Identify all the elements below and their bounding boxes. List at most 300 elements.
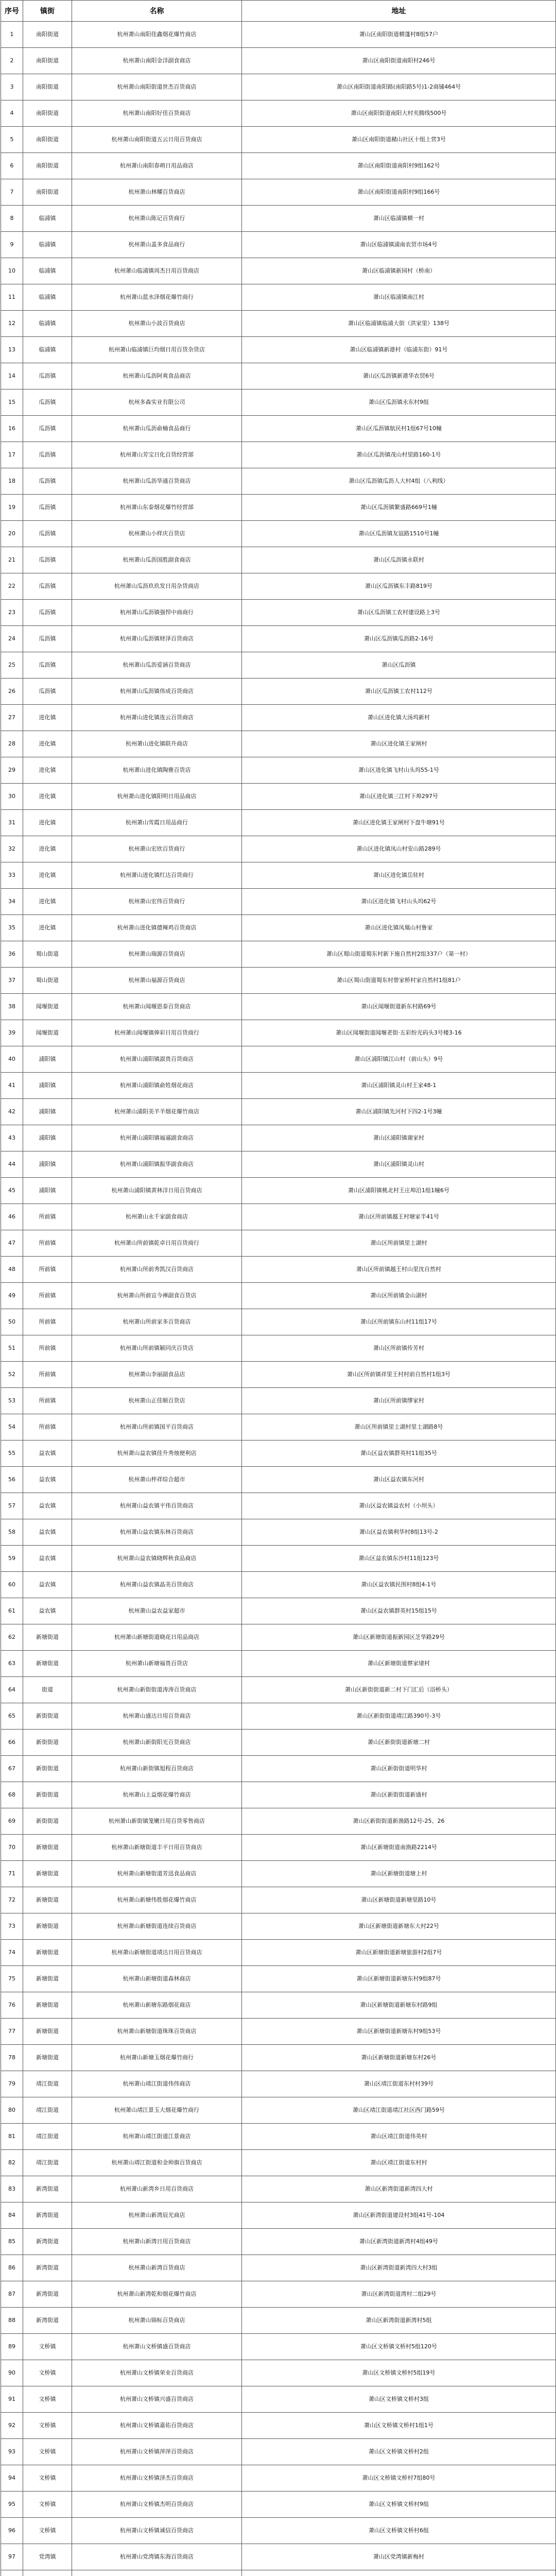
table-row (1, 2097, 556, 2124)
cell-name: 杭州萧山文桥镇嘉佑百货商店 (72, 2413, 242, 2439)
cell-name: 杭州萧山新塘街道连续百货商店 (72, 1913, 242, 1940)
cell-index: 25 (1, 652, 23, 679)
cell-index: 90 (1, 2360, 23, 2386)
cell-address: 萧山区新街街道靖江路390号-3号 (242, 1703, 556, 1730)
table-row (1, 206, 556, 232)
cell-town: 所前镇 (23, 1257, 72, 1283)
cell-town: 靖江街道 (23, 2150, 72, 2176)
cell-town: 新塘街道 (23, 1861, 72, 1887)
cell-address: 萧山区南阳街道南阳大村夹腾线500号 (242, 100, 556, 127)
cell-name: 杭州萧山上益烟花爆竹商店 (72, 1782, 242, 1808)
cell-address: 萧山区益农镇民围村8组4-1号 (242, 1572, 556, 1598)
cell-address: 萧山区临浦镇临浦大街（洪家里）138号 (242, 311, 556, 337)
cell-index: 96 (1, 2518, 23, 2544)
cell-name: 杭州萧山陈记百货商行 (72, 206, 242, 232)
cell-index: 54 (1, 1414, 23, 1440)
cell-address: 萧山区文桥镇文桥村5组19号 (242, 2360, 556, 2386)
cell-name: 杭州萧山新塘福贵百货店 (72, 1651, 242, 1677)
cell-name: 杭州萧山益农镇晓辉秋食品商店 (72, 1546, 242, 1572)
cell-name: 杭州萧山靖江街道江景商店 (72, 2124, 242, 2150)
cell-name: 杭州萧山南阳街道世杰百货商店 (72, 74, 242, 100)
cell-index: 60 (1, 1572, 23, 1598)
cell-town: 浦阳镇 (23, 1151, 72, 1178)
cell-address: 萧山区进化镇飞村山头坞62号 (242, 889, 556, 915)
cell-index: 26 (1, 679, 23, 705)
table-row (1, 1808, 556, 1835)
cell-address: 萧山区进化镇大汤坞新村 (242, 705, 556, 731)
cell-address: 萧山区新塘街道新塘东村9组53号 (242, 2019, 556, 2045)
header-row (1, 1, 556, 22)
table-row (1, 2570, 556, 2576)
cell-address: 萧山区瓜沥镇新港华农贸6号 (242, 363, 556, 389)
cell-town: 新湾街道 (23, 2229, 72, 2255)
table-row (1, 2176, 556, 2202)
cell-town: 新塘街道 (23, 1940, 72, 1966)
table-row (1, 363, 556, 389)
table-row (1, 1283, 556, 1309)
cell-town: 新湾街道 (23, 2308, 72, 2334)
cell-address: 萧山区新塘街道新塘东村路9组 (242, 1992, 556, 2019)
cell-address: 萧山区临浦镇新港村（临浦东街）91号 (242, 337, 556, 363)
cell-name: 杭州萧山瓜沥俞楠食品商行 (72, 416, 242, 442)
cell-name: 杭州萧山浦阳镇淑贵百货商店 (72, 1046, 242, 1073)
cell-name: 杭州萧山进化镇阳明日用品商店 (72, 784, 242, 810)
cell-address: 萧山区瓜沥镇瓜沥人大村4组（八利线） (242, 468, 556, 495)
cell-index: 73 (1, 1913, 23, 1940)
cell-town: 文桥镇 (23, 2334, 72, 2360)
table-row (1, 994, 556, 1020)
cell-index: 30 (1, 784, 23, 810)
cell-name: 杭州萧山南阳金洋副食商店 (72, 48, 242, 74)
cell-name: 杭州萧山瓜沥爱涵百货商店 (72, 652, 242, 679)
cell-index: 43 (1, 1125, 23, 1151)
table-row (1, 810, 556, 836)
cell-name: 杭州萧山新街镇笼嫩日用百货零售商店 (72, 1808, 242, 1835)
cell-index: 10 (1, 258, 23, 284)
cell-address: 萧山区瓜沥镇 (242, 652, 556, 679)
cell-index: 27 (1, 705, 23, 731)
cell-name: 杭州萧山南阳街道五云日用百货商店 (72, 127, 242, 153)
cell-index: 28 (1, 731, 23, 757)
cell-name: 杭州萧山新塘东路烟花商店 (72, 1992, 242, 2019)
cell-index (1, 2570, 23, 2576)
cell-town: 所前镇 (23, 1335, 72, 1362)
cell-index: 18 (1, 468, 23, 495)
cell-address: 萧山区所前镇里士湖村里士湖路8号 (242, 1414, 556, 1440)
cell-address: 萧山区新塘街道新塘东大村22号 (242, 1913, 556, 1940)
cell-address: 萧山区新湾街道新湾四大村3组 (242, 2255, 556, 2281)
cell-name: 杭州萧山新街阳光百货商店 (72, 1730, 242, 1756)
cell-index: 20 (1, 521, 23, 547)
cell-town: 新湾街道 (23, 2255, 72, 2281)
cell-index: 15 (1, 389, 23, 416)
cell-index: 12 (1, 311, 23, 337)
cell-address: 萧山区进化镇岳驻村 (242, 862, 556, 889)
cell-name: 杭州萧山益农镇平伟百货商店 (72, 1493, 242, 1519)
cell-town: 瓜沥镇 (23, 389, 72, 416)
cell-name: 杭州萧山小样庆百货店 (72, 521, 242, 547)
cell-name: 杭州萧山临浦镇巨均烟日用百货杂货店 (72, 337, 242, 363)
cell-town: 所前镇 (23, 1309, 72, 1335)
table-row (1, 389, 556, 416)
table-row (1, 1677, 556, 1703)
cell-town: 浦阳镇 (23, 1178, 72, 1204)
cell-address: 萧山区瓜沥镇工农村112号 (242, 679, 556, 705)
cell-address: 萧山区南阳街道赭山社区十组上营3号 (242, 127, 556, 153)
cell-name: 杭州萧山福源百货商店 (72, 968, 242, 994)
cell-town: 瓜沥镇 (23, 416, 72, 442)
cell-town: 新街街道 (23, 1808, 72, 1835)
cell-index: 68 (1, 1782, 23, 1808)
cell-town: 临浦镇 (23, 284, 72, 311)
cell-address: 萧山区瓜沥镇东丰路819号 (242, 573, 556, 600)
table-row (1, 284, 556, 311)
cell-town: 益农镇 (23, 1440, 72, 1467)
cell-town: 临浦镇 (23, 258, 72, 284)
table-row (1, 1703, 556, 1730)
cell-address: 萧山区新湾街道新湾村5组 (242, 2308, 556, 2334)
cell-index: 31 (1, 810, 23, 836)
cell-address: 萧山区新塘街道塘上村 (242, 1861, 556, 1887)
cell-index: 1 (1, 22, 23, 48)
cell-town: 瓜沥镇 (23, 626, 72, 652)
table-row (1, 2229, 556, 2255)
cell-index: 40 (1, 1046, 23, 1073)
cell-town: 瓜沥镇 (23, 442, 72, 468)
cell-index: 16 (1, 416, 23, 442)
cell-index: 85 (1, 2229, 23, 2255)
table-row (1, 2439, 556, 2465)
table-row (1, 2281, 556, 2308)
cell-town: 新塘街道 (23, 1992, 72, 2019)
table-row (1, 258, 556, 284)
cell-address: 萧山区所前镇缪家村 (242, 1388, 556, 1414)
cell-town: 党湾镇 (23, 2544, 72, 2570)
cell-town: 所前镇 (23, 1414, 72, 1440)
table-row (1, 2045, 556, 2071)
cell-town: 新塘街道 (23, 2045, 72, 2071)
cell-name: 杭州萧山党湾镇东海百货商店 (72, 2544, 242, 2570)
cell-index: 69 (1, 1808, 23, 1835)
cell-town: 靖江街道 (23, 2097, 72, 2124)
table-row (1, 889, 556, 915)
table-row (1, 1335, 556, 1362)
table-row (1, 652, 556, 679)
cell-town: 新湾街道 (23, 2176, 72, 2202)
cell-name: 杭州萧山瓜沥阿爽食品商店 (72, 363, 242, 389)
cell-index: 6 (1, 153, 23, 179)
cell-address: 萧山区文桥镇文桥村7组80号 (242, 2465, 556, 2492)
cell-name: 杭州萧山东泰烟花爆竹经营部 (72, 495, 242, 521)
cell-town: 文桥镇 (23, 2386, 72, 2413)
cell-index: 49 (1, 1283, 23, 1309)
cell-address: 萧山区新街街道新塘二村 (242, 1730, 556, 1756)
cell-address: 萧山区所前镇祥里王村村前自然村1组3号 (242, 1362, 556, 1388)
cell-index: 35 (1, 915, 23, 941)
table-row (1, 2334, 556, 2360)
cell-name: 杭州萧山南阳春萌日用品商店 (72, 153, 242, 179)
cell-index: 44 (1, 1151, 23, 1178)
cell-address: 萧山区浦阳镇先河村下四2-1号3幢 (242, 1099, 556, 1125)
cell-name: 杭州萧山南阳好佳百货商店 (72, 100, 242, 127)
header-index: 序号 (1, 1, 23, 22)
table-row (1, 1230, 556, 1257)
cell-name: 杭州萧山文桥镇荣业百货商店 (72, 2360, 242, 2386)
cell-address: 萧山区新街街道新渔路12号-25、26 (242, 1808, 556, 1835)
cell-name: 杭州萧山梓祥综合超市 (72, 1467, 242, 1493)
cell-town: 益农镇 (23, 1467, 72, 1493)
cell-town: 文桥镇 (23, 2413, 72, 2439)
cell-index: 57 (1, 1493, 23, 1519)
cell-name: 杭州萧山文桥镇杰明百货商店 (72, 2492, 242, 2518)
cell-name: 杭州萧山新塘街道靖达日用百货商店 (72, 1940, 242, 1966)
cell-index: 62 (1, 1624, 23, 1651)
cell-index: 59 (1, 1546, 23, 1572)
cell-name: 杭州萧山益农镇佳升秀烛便利店 (72, 1440, 242, 1467)
cell-index: 95 (1, 2492, 23, 2518)
cell-address: 萧山区新湾街道新湾四大村 (242, 2176, 556, 2202)
cell-index: 47 (1, 1230, 23, 1257)
cell-name: 杭州萧山所前宣今禅副食百货店 (72, 1283, 242, 1309)
cell-address: 萧山区蜀山街道蜀东村曾家桥村家自然村1组81户 (242, 968, 556, 994)
cell-town: 南阳街道 (23, 100, 72, 127)
cell-address: 萧山区益农镇益农村（小坝头） (242, 1493, 556, 1519)
cell-name: 杭州萧山新街街道涛涛百货商店 (72, 1677, 242, 1703)
cell-name: 杭州萧山闻堰恩泰百货商店 (72, 994, 242, 1020)
cell-name: 杭州萧山益农益家超市 (72, 1598, 242, 1624)
cell-name: 杭州萧山新湾日用百货商店 (72, 2229, 242, 2255)
table-row (1, 2492, 556, 2518)
cell-address: 萧山区益农镇群英村11组35号 (242, 1440, 556, 1467)
cell-name: 杭州萧山新塘街道珠珠百货商店 (72, 2019, 242, 2045)
cell-address: 萧山区新湾街道建设村3组41号-104 (242, 2202, 556, 2229)
cell-address: 萧山区新塘街道新塘东村26号 (242, 2045, 556, 2071)
cell-index: 42 (1, 1099, 23, 1125)
table-row (1, 600, 556, 626)
cell-town: 靖江街道 (23, 2071, 72, 2097)
cell-address: 萧山区新塘街道新塘东村9组87号 (242, 1966, 556, 1992)
cell-index: 45 (1, 1178, 23, 1204)
cell-town: 浦阳镇 (23, 1073, 72, 1099)
cell-address: 萧山区新塘街道新塘里路10号 (242, 1887, 556, 1913)
header-name: 名称 (72, 1, 242, 22)
table-row (1, 1020, 556, 1046)
table-row (1, 1519, 556, 1546)
cell-town: 新塘街道 (23, 1835, 72, 1861)
cell-index: 83 (1, 2176, 23, 2202)
cell-address: 萧山区靖江街道靖江社区西门路59号 (242, 2097, 556, 2124)
cell-name: 杭州萧山瓜沥玖玖发日用杂货商店 (72, 573, 242, 600)
cell-name: 杭州萧山所前镇乾卓日用百货商行 (72, 1230, 242, 1257)
cell-name: 杭州萧山进化镇陶雅百货店 (72, 757, 242, 784)
cell-town: 临浦镇 (23, 337, 72, 363)
cell-name: 杭州萧山瓜沥华通百货商店 (72, 468, 242, 495)
cell-name: 杭州萧山瓜沥国胜副食商店 (72, 547, 242, 573)
cell-name: 杭州萧山瓜沥镇财泽百货商店 (72, 626, 242, 652)
cell-town: 所前镇 (23, 1204, 72, 1230)
cell-index: 84 (1, 2202, 23, 2229)
cell-index: 33 (1, 862, 23, 889)
cell-name: 杭州萧山靖江街道和金帅旗百货商店 (72, 2150, 242, 2176)
table-row (1, 2386, 556, 2413)
cell-index: 75 (1, 1966, 23, 1992)
cell-index: 77 (1, 2019, 23, 2045)
table-row (1, 941, 556, 968)
cell-town: 新塘街道 (23, 1913, 72, 1940)
cell-name: 杭州萧山新湾百货商店 (72, 2255, 242, 2281)
cell-index: 38 (1, 994, 23, 1020)
cell-index: 88 (1, 2308, 23, 2334)
cell-index: 37 (1, 968, 23, 994)
table-row (1, 100, 556, 127)
cell-index: 41 (1, 1073, 23, 1099)
cell-name: 杭州萧山文桥镇兴盛百货商店 (72, 2386, 242, 2413)
cell-name: 杭州萧山新塘街道森林商店 (72, 1966, 242, 1992)
cell-town: 瓜沥镇 (23, 600, 72, 626)
table-row (1, 1624, 556, 1651)
cell-town (23, 2570, 72, 2576)
cell-town: 瓜沥镇 (23, 363, 72, 389)
cell-address: 萧山区新塘街道振新园区芝华路29号 (242, 1624, 556, 1651)
cell-town: 进化镇 (23, 836, 72, 862)
table-row (1, 495, 556, 521)
table-row (1, 1546, 556, 1572)
cell-index: 24 (1, 626, 23, 652)
cell-index: 61 (1, 1598, 23, 1624)
cell-index: 55 (1, 1440, 23, 1467)
cell-name: 杭州萧山蓝水泽烟花爆竹商行 (72, 284, 242, 311)
header-address: 地址 (242, 1, 556, 22)
shop-list-table (1, 0, 556, 2576)
cell-index: 53 (1, 1388, 23, 1414)
cell-address: 萧山区新湾街道湾村二组29号 (242, 2281, 556, 2308)
cell-town: 进化镇 (23, 810, 72, 836)
cell-address: 萧山区瓜沥镇永联村 (242, 547, 556, 573)
table-row (1, 232, 556, 258)
cell-index: 32 (1, 836, 23, 862)
header-town: 镇街 (23, 1, 72, 22)
cell-name: 杭州萧山宏伟百货商行 (72, 889, 242, 915)
cell-town: 瓜沥镇 (23, 521, 72, 547)
cell-name: 杭州萧山浦阳镇振华副食商店 (72, 1151, 242, 1178)
table-row (1, 1073, 556, 1099)
table-row (1, 48, 556, 74)
cell-name: 杭州萧山小波百货商店 (72, 311, 242, 337)
cell-index: 51 (1, 1335, 23, 1362)
cell-index: 79 (1, 2071, 23, 2097)
cell-address: 萧山区闻堰街道新东村路69号 (242, 994, 556, 1020)
table-header (1, 1, 556, 22)
cell-index: 13 (1, 337, 23, 363)
cell-index: 23 (1, 600, 23, 626)
cell-address: 萧山区瓜沥镇工农村建设路上3号 (242, 600, 556, 626)
table-row (1, 74, 556, 100)
table-row (1, 1046, 556, 1073)
table-row (1, 2124, 556, 2150)
cell-town: 进化镇 (23, 862, 72, 889)
cell-name: 杭州萧山新塘伟胜烟花爆竹商店 (72, 1887, 242, 1913)
table-row (1, 442, 556, 468)
table-row (1, 1782, 556, 1808)
table-row (1, 179, 556, 206)
table-row (1, 416, 556, 442)
cell-name: 杭州萧山所前家多百货商店 (72, 1309, 242, 1335)
cell-index: 52 (1, 1362, 23, 1388)
cell-name: 杭州萧山新塘街道晓花日用品商店 (72, 1624, 242, 1651)
cell-address: 萧山区南阳街道南阳路(南阳路5号)1-2商铺464号 (242, 74, 556, 100)
cell-town: 新街街道 (23, 1782, 72, 1808)
table-row (1, 2360, 556, 2386)
cell-index: 86 (1, 2255, 23, 2281)
cell-name: 杭州萧山新湾辰光商店 (72, 2202, 242, 2229)
cell-index: 91 (1, 2386, 23, 2413)
cell-address: 萧山区新街街道新二村下门汇后（浴桥头） (242, 1677, 556, 1703)
cell-index: 8 (1, 206, 23, 232)
cell-town: 临浦镇 (23, 206, 72, 232)
cell-address: 萧山区文桥镇文桥村5组120号 (242, 2334, 556, 2360)
cell-address: 萧山区所前镇传芳村 (242, 1335, 556, 1362)
cell-town: 新塘街道 (23, 2019, 72, 2045)
cell-town: 益农镇 (23, 1493, 72, 1519)
table-row (1, 862, 556, 889)
table-row (1, 757, 556, 784)
cell-name: 杭州萧山进化镇德辣鸡百货商店 (72, 915, 242, 941)
table-body (1, 22, 556, 2576)
cell-name: 杭州萧山浦阳美羊羊烟花爆竹商店 (72, 1099, 242, 1125)
cell-name: 杭州萧山宏欣百货商行 (72, 836, 242, 862)
cell-name: 杭州萧山文桥镇泽杰百货商店 (72, 2465, 242, 2492)
cell-town: 新湾街道 (23, 2202, 72, 2229)
cell-town: 所前镇 (23, 1362, 72, 1388)
cell-index: 72 (1, 1887, 23, 1913)
table-row (1, 1204, 556, 1230)
cell-index: 48 (1, 1257, 23, 1283)
cell-address: 萧山区新街街道明华村 (242, 1756, 556, 1782)
table-row (1, 1966, 556, 1992)
table-row (1, 521, 556, 547)
cell-town: 靖江街道 (23, 2124, 72, 2150)
cell-name: 杭州萧山新湾乾和烟花爆竹商店 (72, 2281, 242, 2308)
cell-name: 杭州萧山文桥镇诚信百货商店 (72, 2518, 242, 2544)
table-row (1, 705, 556, 731)
cell-address: 萧山区所前镇里士湖村 (242, 1230, 556, 1257)
table-row (1, 1940, 556, 1966)
table-row (1, 573, 556, 600)
cell-address: 萧山区蜀山街道蜀东村新下施自然村2组337户（第一村） (242, 941, 556, 968)
cell-name: 杭州萧山文桥镇萍萍百货商店 (72, 2439, 242, 2465)
table-row (1, 22, 556, 48)
table-row (1, 127, 556, 153)
cell-name: 杭州萧山林耀百货商店 (72, 179, 242, 206)
table-row (1, 2413, 556, 2439)
cell-index: 9 (1, 232, 23, 258)
table-row (1, 968, 556, 994)
cell-index: 5 (1, 127, 23, 153)
cell-name: 杭州萧山浦阳镇黄林洋日用百货商店 (72, 1178, 242, 1204)
cell-name: 杭州萧山新塘街道芳迅食品商店 (72, 1861, 242, 1887)
cell-town: 进化镇 (23, 784, 72, 810)
cell-name: 杭州萧山所前镇国平百货商店 (72, 1414, 242, 1440)
cell-name: 杭州萧山瓜沥镇强悍中商商行 (72, 600, 242, 626)
cell-address: 萧山区瓜沥镇繁盛路669号1幢 (242, 495, 556, 521)
cell-name: 杭州萧山瑞源百货商店 (72, 941, 242, 968)
table-row (1, 468, 556, 495)
cell-address: 萧山区所前镇越王村山里沈自然村 (242, 1257, 556, 1283)
cell-address: 萧山区党湾镇新梅村 (242, 2544, 556, 2570)
cell-index: 3 (1, 74, 23, 100)
table-row (1, 2071, 556, 2097)
cell-town: 新塘街道 (23, 1624, 72, 1651)
